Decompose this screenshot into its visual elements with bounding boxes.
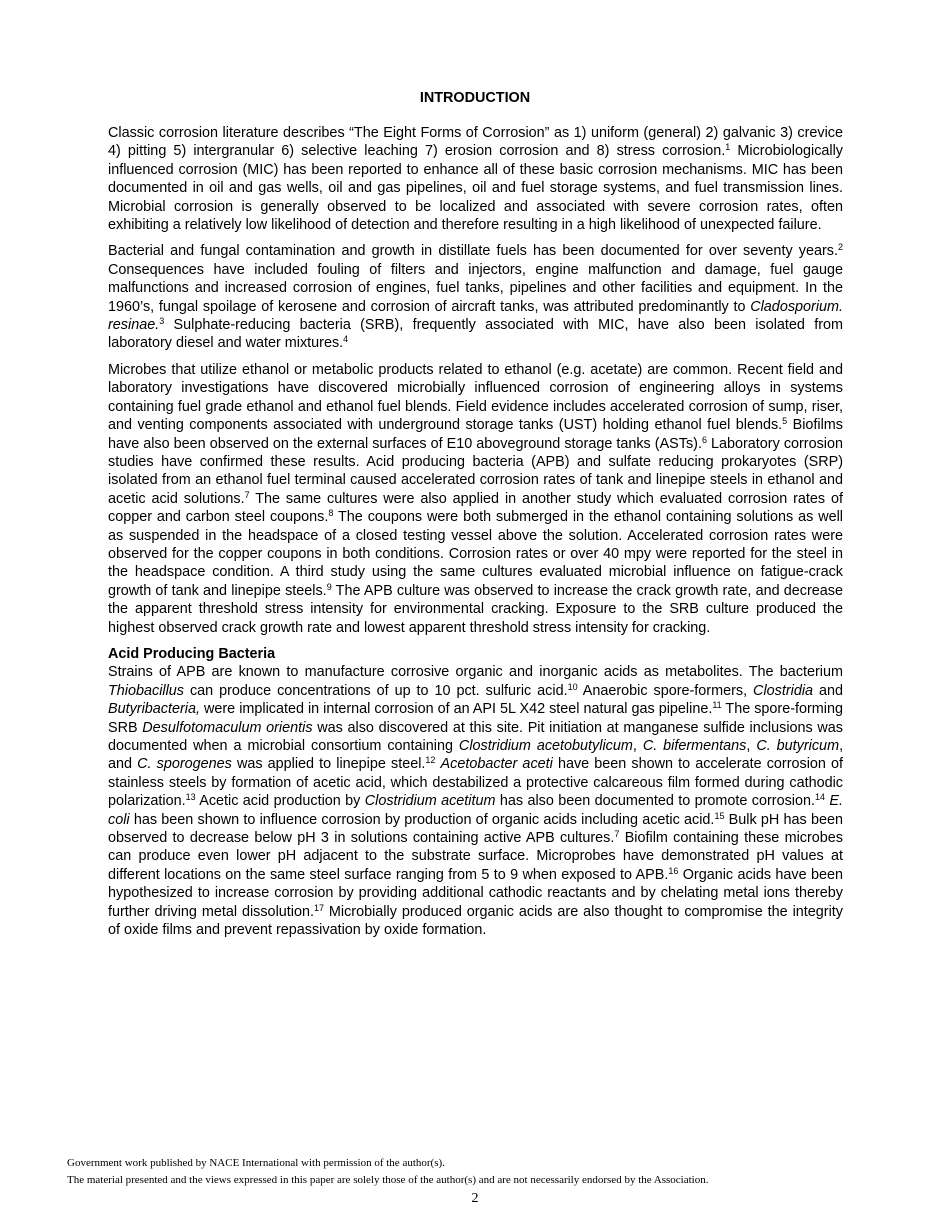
footer-disclaimer: The material presented and the views expressed in this paper are solely those of the author(s) and are not necessarily endorsed by the Association. xyxy=(67,1174,709,1186)
paragraph-forms-of-corrosion xyxy=(108,124,843,234)
reference-superscript: 15 xyxy=(714,810,725,821)
text-run: Laboratory corrosion studies have confirmed these results. Acid producing bacteria (APB) and sulfate reducing prokaryotes (SRP) isolated from an ethanol fuel terminal caused accelerated corrosion rates of tank and linepipe steels in ethanol and acetic acid solutions. xyxy=(108,435,844,507)
footer-publication-note: Government work published by NACE International with permission of the author(s). xyxy=(67,1157,445,1169)
paragraph-fuel-contamination xyxy=(108,242,843,352)
reference-superscript: 3 xyxy=(159,316,165,327)
text-run: Strains of APB are known to manufacture corrosive organic and inorganic acids as metabolites. The bacterium xyxy=(108,664,843,681)
text-run: Biofilm containing these microbes can produce even lower pH adjacent to the substrate surface. Microprobes have demonstrated pH values at different locations on the same steel surface ranging from 5 to 9 when exposed to APB. xyxy=(108,830,843,883)
text-run: was also discovered at this site. Pit initiation at manganese sulfide inclusions was documented when a microbial consortium containing xyxy=(108,719,843,754)
reference-superscript: 13 xyxy=(185,792,196,803)
text-run: Consequences have included fouling of filters and injectors, engine malfunction and damage, fuel gauge malfunctions and increased corrosion of engines, fuel tanks, pipelines and other facilities and equipment. In the 1960’s, fungal spoilage of kerosene and corrosion of aircraft tanks, was attributed predominantly to xyxy=(108,261,843,315)
reference-superscript: 7 xyxy=(614,829,620,840)
text-run: The APB culture was observed to increase the crack growth rate, and decrease the apparent threshold stress intensity for environmental cracking. Exposure to the SRB culture produced the highest observed crack growth rate and lowest apparent threshold stress intensity for cracking. xyxy=(108,582,843,636)
species-name: Butyribacteria, xyxy=(108,701,200,718)
text-run: The coupons were both submerged in the ethanol containing solutions as well as suspended in the headspace of a closed testing vessel above the solution. Accelerated corrosion rates were observed for the copper coupons in both conditions. Corrosion rates or over 40 mpy were reported for the steel in the headspace condition. A third study using the same cultures evaluated microbial influence on fatigue-crack growth of tank and linepipe steels. xyxy=(108,509,843,599)
reference-superscript: 10 xyxy=(567,681,578,692)
section-heading: Acid Producing Bacteria xyxy=(108,645,276,662)
text-run: were implicated in internal corrosion of an API 5L X42 steel natural gas pipeline. xyxy=(199,701,713,718)
paragraph-ethanol-microbes xyxy=(108,361,843,637)
text-run: can produce concentrations of up to 10 pct. sulfuric acid. xyxy=(184,682,568,699)
text-run: The same cultures were also applied in another study which evaluated corrosion rates of copper and carbon steel coupons. xyxy=(108,490,843,526)
text-run: , xyxy=(746,738,757,754)
reference-superscript: 8 xyxy=(328,508,334,519)
species-name: Clostridium acetobutylicum xyxy=(458,738,633,754)
text-run: was applied to linepipe steel. xyxy=(231,756,426,773)
species-name: Acetobacter aceti xyxy=(440,756,553,773)
reference-superscript: 11 xyxy=(712,700,722,711)
reference-superscript: 17 xyxy=(313,902,324,913)
text-run: , and xyxy=(108,738,844,773)
page-title: INTRODUCTION xyxy=(419,90,531,106)
text-run: has also been documented to promote corrosion. xyxy=(495,793,815,810)
text-run: Bulk pH has been observed to decrease below pH 3 in solutions containing active APB cultures. xyxy=(108,811,843,847)
species-name: Desulfotomaculum orientis xyxy=(142,719,313,736)
species-name: C. butyricum xyxy=(756,738,840,754)
species-name: Cladosporium. resinae. xyxy=(108,298,843,334)
reference-superscript: 14 xyxy=(815,792,826,803)
text-run: Sulphate-reducing bacteria (SRB), frequently associated with MIC, have also been isolated from laboratory diesel and water mixtures. xyxy=(108,317,843,352)
species-name: C. sporogenes xyxy=(137,756,232,773)
text-run: has been shown to influence corrosion by production of organic acids including acetic acid. xyxy=(129,811,715,828)
species-name: C. bifermentans xyxy=(642,738,747,754)
page-footer xyxy=(67,1155,887,1189)
species-name: Clostridium acetitum xyxy=(364,793,496,810)
reference-superscript: 2 xyxy=(837,242,843,253)
text-run: Classic corrosion literature describes “The Eight Forms of Corrosion” as 1) uniform (general) 2) galvanic 3) crevice 4) pitting 5) intergranular 6) selective leaching 7) erosion corrosion and 8) stress corrosion. xyxy=(108,125,843,160)
reference-superscript: 4 xyxy=(343,334,349,345)
text-run: Biofilms have also been observed on the external surfaces of E10 aboveground storage tanks (ASTs). xyxy=(108,417,843,452)
paragraph-acid-producing-bacteria xyxy=(108,663,843,939)
text-run: Microbes that utilize ethanol or metabolic products related to ethanol (e.g. acetate) are common. Recent field and laboratory investigations have discovered microbially influenced corrosion of engineering alloys in systems containing fuel grade ethanol and ethanol fuel blends. Field evidence includes accelerated corrosion of sump, riser, and venting components associated with underground storage tanks (UST) holding ethanol fuel blends. xyxy=(108,361,843,434)
text-run: Bacterial and fungal contamination and growth in distillate fuels has been documented for over seventy years. xyxy=(108,243,838,260)
text-run: and xyxy=(813,682,843,699)
species-name: Thiobacillus xyxy=(108,682,184,699)
text-run: Organic acids have been hypothesized to increase corrosion by providing additional cathodic reactants and by chelating metal ions thereby further driving metal dissolution. xyxy=(108,866,844,920)
reference-superscript: 7 xyxy=(244,489,250,500)
text-run: , xyxy=(632,738,643,754)
page-number: 2 xyxy=(471,1191,479,1206)
reference-superscript: 1 xyxy=(725,142,731,153)
text-run: have been shown to accelerate corrosion of stainless steels by formation of acetic acid, which destabilized a protective calcareous film formed during cathodic polarization. xyxy=(108,756,844,810)
text-run: Acetic acid production by xyxy=(195,793,365,810)
reference-superscript: 16 xyxy=(668,865,679,876)
text-run: Anaerobic spore-formers, xyxy=(577,682,754,699)
reference-superscript: 5 xyxy=(782,416,788,427)
text-run: Microbially produced organic acids are also thought to compromise the integrity of oxide films and prevent repassivation by oxide formation. xyxy=(108,903,843,939)
text-run: Microbiologically influenced corrosion (MIC) has been reported to enhance all of these basic corrosion mechanisms. MIC has been documented in oil and gas wells, oil and gas pipelines, oil and fuel storage systems, and fuel transmission lines. Microbial corrosion is generally observed to be localized and associated with severe corrosion rates, often exhibiting a relatively low likelihood of detection and therefore resulting in a high likelihood of unexpected failure. xyxy=(108,143,844,234)
document-body xyxy=(108,124,843,947)
reference-superscript: 6 xyxy=(701,434,707,445)
reference-superscript: 12 xyxy=(425,755,436,766)
species-name: Clostridia xyxy=(753,682,814,699)
species-name: E. coli xyxy=(108,793,844,828)
text-run: The spore-forming SRB xyxy=(108,701,843,736)
reference-superscript: 9 xyxy=(326,581,332,592)
